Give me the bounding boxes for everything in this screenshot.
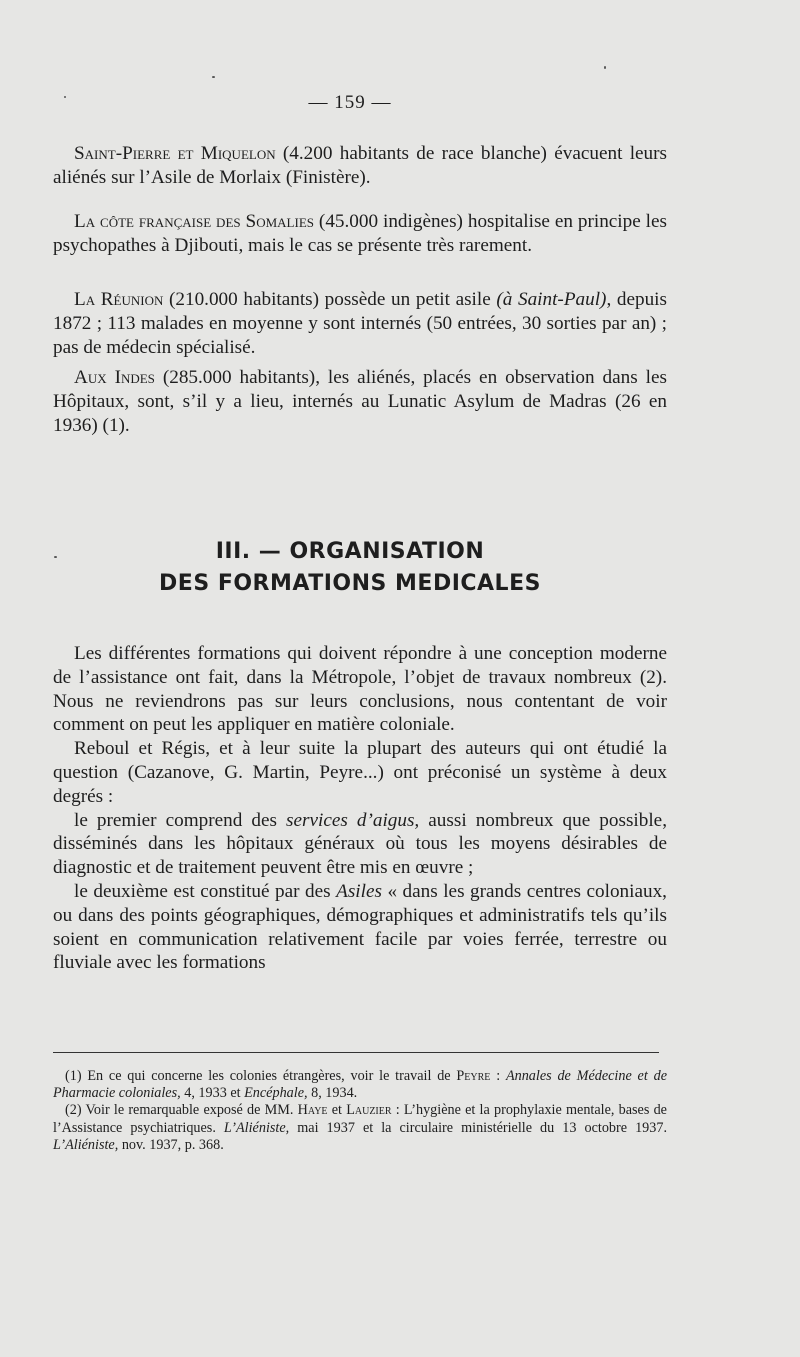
section-heading-line-2: DES FORMATIONS MEDICALES [159, 571, 541, 596]
paragraph-italic: Asiles [336, 880, 382, 902]
page-number: — 159 — [308, 92, 392, 113]
footnote-journal: Encéphale, [244, 1085, 308, 1102]
paper-speck [64, 96, 66, 98]
section-heading-line-1: III. — ORGANISATION [215, 539, 485, 564]
footnote-text: 4, 1933 et [180, 1085, 245, 1102]
paragraph-text: (4.200 habitants de race blanche) évacuent leurs aliénés sur l’Asile de Morlaix (Finistère). [53, 143, 667, 188]
section-paragraph-1: Les différentes formations qui doivent répondre à une conception moderne de l’assistance ont fait, dans la Métropole, l’objet de travaux nombreux (2). Nous ne reviendrons pas sur leurs conclusions, nous contentant de voir comment on peut les appliquer en matière coloniale. [53, 643, 667, 736]
footnote-text: mai 1937 et la circulaire ministérielle du 13 octobre 1937. [289, 1119, 667, 1136]
footnote-2 [53, 1102, 667, 1154]
footnote-text: (2) Voir le remarquable exposé de MM. [65, 1102, 298, 1119]
paragraph-text: (210.000 habitants) possède un petit asile [163, 289, 497, 310]
footnote-text: nov. 1937, p. 368. [118, 1136, 224, 1153]
paragraph-lead: Saint-Pierre et Miquelon [74, 143, 276, 164]
footnote-1 [53, 1068, 667, 1102]
footnote-author: Lauzier [346, 1102, 392, 1119]
paragraph-somalies [53, 210, 667, 258]
paragraph-text: aussi nombreux que possible, disséminés dans les hôpitaux généraux où tous les moyens désirables de diagnostic et de traitement peuvent être mis en œuvre ; [53, 809, 667, 879]
footnote-journal: Annales de Médecine et de Pharmacie coloniales, [53, 1068, 667, 1102]
section-body [53, 642, 667, 975]
paragraph-text: , depuis 1872 ; 113 malades en moyenne y sont internés (50 entrées, 30 sorties par an) ; pas de médecin spécialisé. [53, 289, 667, 358]
paragraph-lead: La côte française des Somalies [74, 211, 314, 232]
section-paragraph-2: Reboul et Régis, et à leur suite la plupart des auteurs qui ont étudié la question (Cazanove, G. Martin, Peyre...) ont préconisé un système à deux degrés : [53, 738, 667, 807]
footnote-text: (1) En ce qui concerne les colonies étrangères, voir le travail de [65, 1068, 457, 1084]
paper-speck [54, 556, 57, 558]
footnote-author: Peyre [456, 1068, 491, 1084]
section-heading [0, 536, 700, 600]
paper-speck [212, 76, 215, 78]
footnotes [53, 1068, 667, 1154]
paragraph-italic: (à Saint-Paul) [496, 289, 607, 310]
paragraph-text: « dans les grands centres coloniaux, ou dans des points géographiques, démographiques et administratifs tels qu’ils soient en communication relativement facile par voies ferrée, terrestre ou fluviale avec les formations [53, 880, 667, 974]
paragraph-text: (45.000 indigènes) hospitalise en principe les psychopathes à Djibouti, mais le cas se présente très rarement. [53, 211, 667, 256]
footnote-text: : L’hygiène et la prophylaxie mentale, bases de l’Assistance psychiatriques. [53, 1102, 667, 1136]
paragraph-lead: La Réunion [74, 289, 164, 310]
section-paragraph-3 [53, 809, 667, 880]
footnote-text: : [490, 1068, 506, 1084]
paragraph-saint-pierre [53, 142, 667, 190]
paragraph-reunion [53, 288, 667, 359]
section-paragraph-4 [53, 880, 667, 975]
footnote-journal: L’Aliéniste, [53, 1136, 119, 1153]
paragraph-text: le premier comprend des [74, 809, 287, 831]
paragraph-text: le deuxième est constitué par des [74, 880, 337, 902]
paper-speck [604, 66, 606, 69]
paragraph-text: (285.000 habitants), les aliénés, placés en observation dans les Hôpitaux, sont, s’il y a lieu, internés au Lunatic Asylum de Madras (26 en 1936) (1). [53, 367, 667, 436]
paragraph-indes [53, 366, 667, 437]
paragraph-italic: services d’aigus, [286, 809, 420, 831]
paragraph-lead: Aux Indes [74, 367, 155, 388]
footnote-journal: L’Aliéniste, [223, 1119, 290, 1136]
footnote-text: 8, 1934. [307, 1085, 358, 1102]
footnote-divider [53, 1052, 659, 1053]
footnote-author: Haye [297, 1102, 328, 1119]
footnote-text: et [327, 1102, 347, 1119]
